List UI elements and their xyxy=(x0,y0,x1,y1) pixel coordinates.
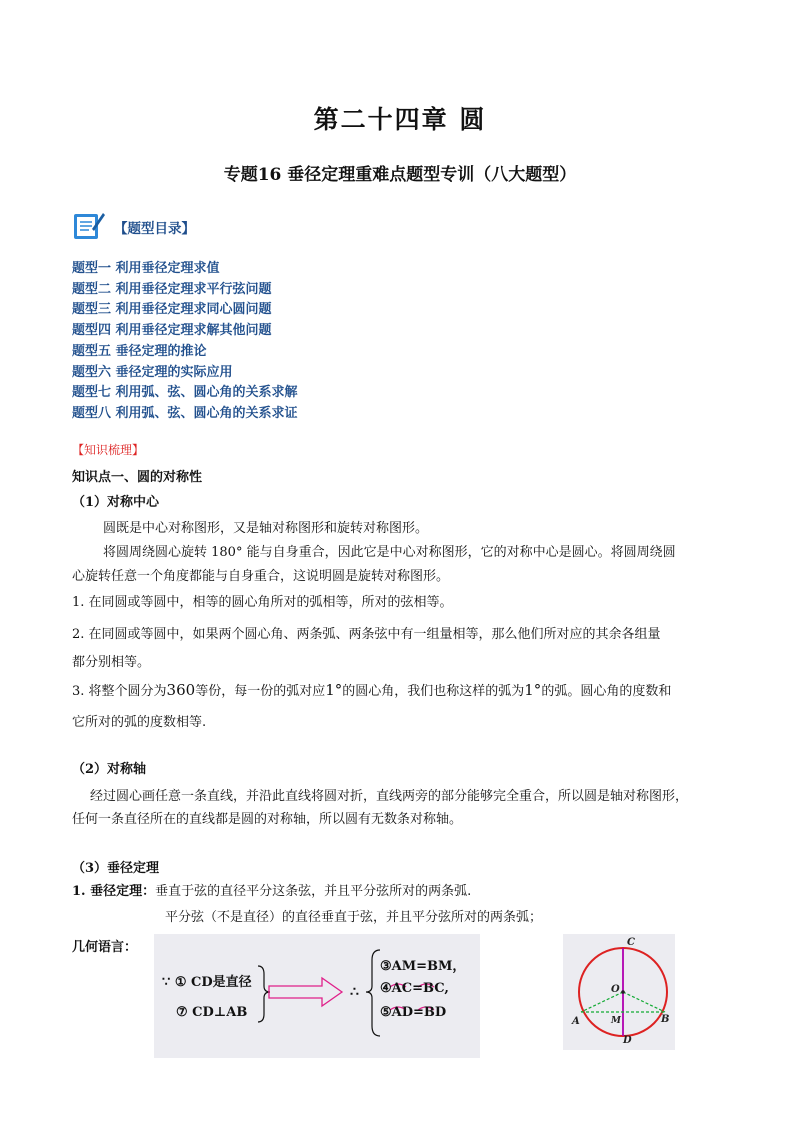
geometry-language-label: 几何语言： xyxy=(72,940,138,955)
label-o: O xyxy=(611,984,620,995)
premise-perpendicular: ⑦ CD⊥AB xyxy=(176,1005,248,1020)
text: 等份，每一份的弧对应 xyxy=(195,684,326,699)
label-d: D xyxy=(623,1035,632,1046)
text: 的圆心角，我们也称这样的弧为 xyxy=(342,684,525,699)
theorem-label: 1. 垂径定理： xyxy=(72,884,156,899)
theorem-text: 垂直于弦的直径平分这条弦，并且平分弦所对的两条弧. xyxy=(155,884,472,899)
chapter-title: 第二十四章 圆 xyxy=(313,105,487,134)
text: 3. 将整个圆分为 xyxy=(72,684,167,699)
label-a: A xyxy=(572,1016,580,1027)
subsection-center: （1）对称中心 xyxy=(72,495,160,510)
because-symbol: ∵ xyxy=(162,975,171,990)
paragraph: 圆既是中心对称图形，又是轴对称图形和旋转对称图形。 xyxy=(103,521,429,536)
paragraph: 经过圆心画任意一条直线，并沿此直线将圆对折，直线两旁的部分能够完全重合，所以圆是轴对称图形， xyxy=(90,789,689,804)
directory-list xyxy=(72,259,298,425)
paragraph: 将圆周绕圆心旋转 180° 能与自身重合，因此它是中心对称图形，它的对称中心是圆心。将圆周绕圆 xyxy=(103,545,676,560)
directory-item[interactable]: 题型二 利用垂径定理求平行弦问题 xyxy=(72,281,272,297)
theorem-line xyxy=(72,880,471,899)
knowledge-point-1: 知识点一、圆的对称性 xyxy=(72,470,203,485)
math-degree: 1° xyxy=(524,681,542,699)
text: 的弧。圆心角的度数和 xyxy=(541,684,672,699)
theorem-inverse: 平分弦（不是直径）的直径垂直于弦，并且平分弦所对的两条弧； xyxy=(165,910,543,925)
premise-diameter: ① CD是直径 xyxy=(174,975,252,990)
list-item: 1. 在同圆或等圆中，相等的圆心角所对的弧相等，所对的弦相等。 xyxy=(72,595,453,610)
directory-item[interactable]: 题型六 垂径定理的实际应用 xyxy=(72,364,233,380)
directory-item[interactable]: 题型八 利用弧、弦、圆心角的关系求证 xyxy=(72,405,298,421)
therefore-symbol: ∴ xyxy=(350,984,359,1000)
topic-title: 专题16 垂径定理重难点题型专训（八大题型） xyxy=(223,165,577,185)
directory-item[interactable]: 题型一 利用垂径定理求值 xyxy=(72,261,220,276)
because-premise-1 xyxy=(162,971,252,990)
directory-item[interactable]: 题型七 利用弧、弦、圆心角的关系求解 xyxy=(72,385,298,401)
circle-diagram xyxy=(563,934,675,1050)
directory-item[interactable]: 题型三 利用垂径定理求同心圆问题 xyxy=(72,302,272,318)
directory-item[interactable]: 题型四 利用垂径定理求解其他问题 xyxy=(72,323,272,339)
subsection-theorem: （3）垂径定理 xyxy=(72,861,160,876)
list-item: 2. 在同圆或等圆中，如果两个圆心角、两条弧、两条弦中有一组量相等，那么他们所对应的其余各组量 xyxy=(72,627,661,642)
subsection-axis: （2）对称轴 xyxy=(72,762,147,777)
label-c: C xyxy=(627,937,635,948)
math-number: 360 xyxy=(166,681,196,699)
list-item xyxy=(72,680,671,699)
conclusion-4: ④AC=BC, xyxy=(380,981,449,996)
list-item: 它所对的弧的度数相等. xyxy=(72,715,207,730)
conclusion-3: ③AM=BM， xyxy=(380,959,466,974)
paragraph: 任何一条直径所在的直线都是圆的对称轴，所以圆有无数条对称轴。 xyxy=(72,812,463,827)
directory-title: 【题型目录】 xyxy=(114,221,195,237)
list-item: 都分别相等。 xyxy=(72,655,151,670)
label-b: B xyxy=(661,1014,670,1025)
knowledge-heading: 【知识梳理】 xyxy=(72,443,145,457)
paragraph: 心旋转任意一个角度都能与自身重合，这说明圆是旋转对称图形。 xyxy=(72,569,450,584)
logic-diagram-graphics xyxy=(154,934,480,1058)
directory-header xyxy=(72,210,195,244)
notepad-icon xyxy=(72,209,106,245)
directory-item[interactable]: 题型五 垂径定理的推论 xyxy=(72,343,207,359)
label-m: M xyxy=(611,1016,621,1026)
math-degree: 1° xyxy=(325,681,343,699)
conclusion-5: ⑤AD=BD xyxy=(380,1005,447,1020)
logic-diagram xyxy=(154,934,480,1058)
